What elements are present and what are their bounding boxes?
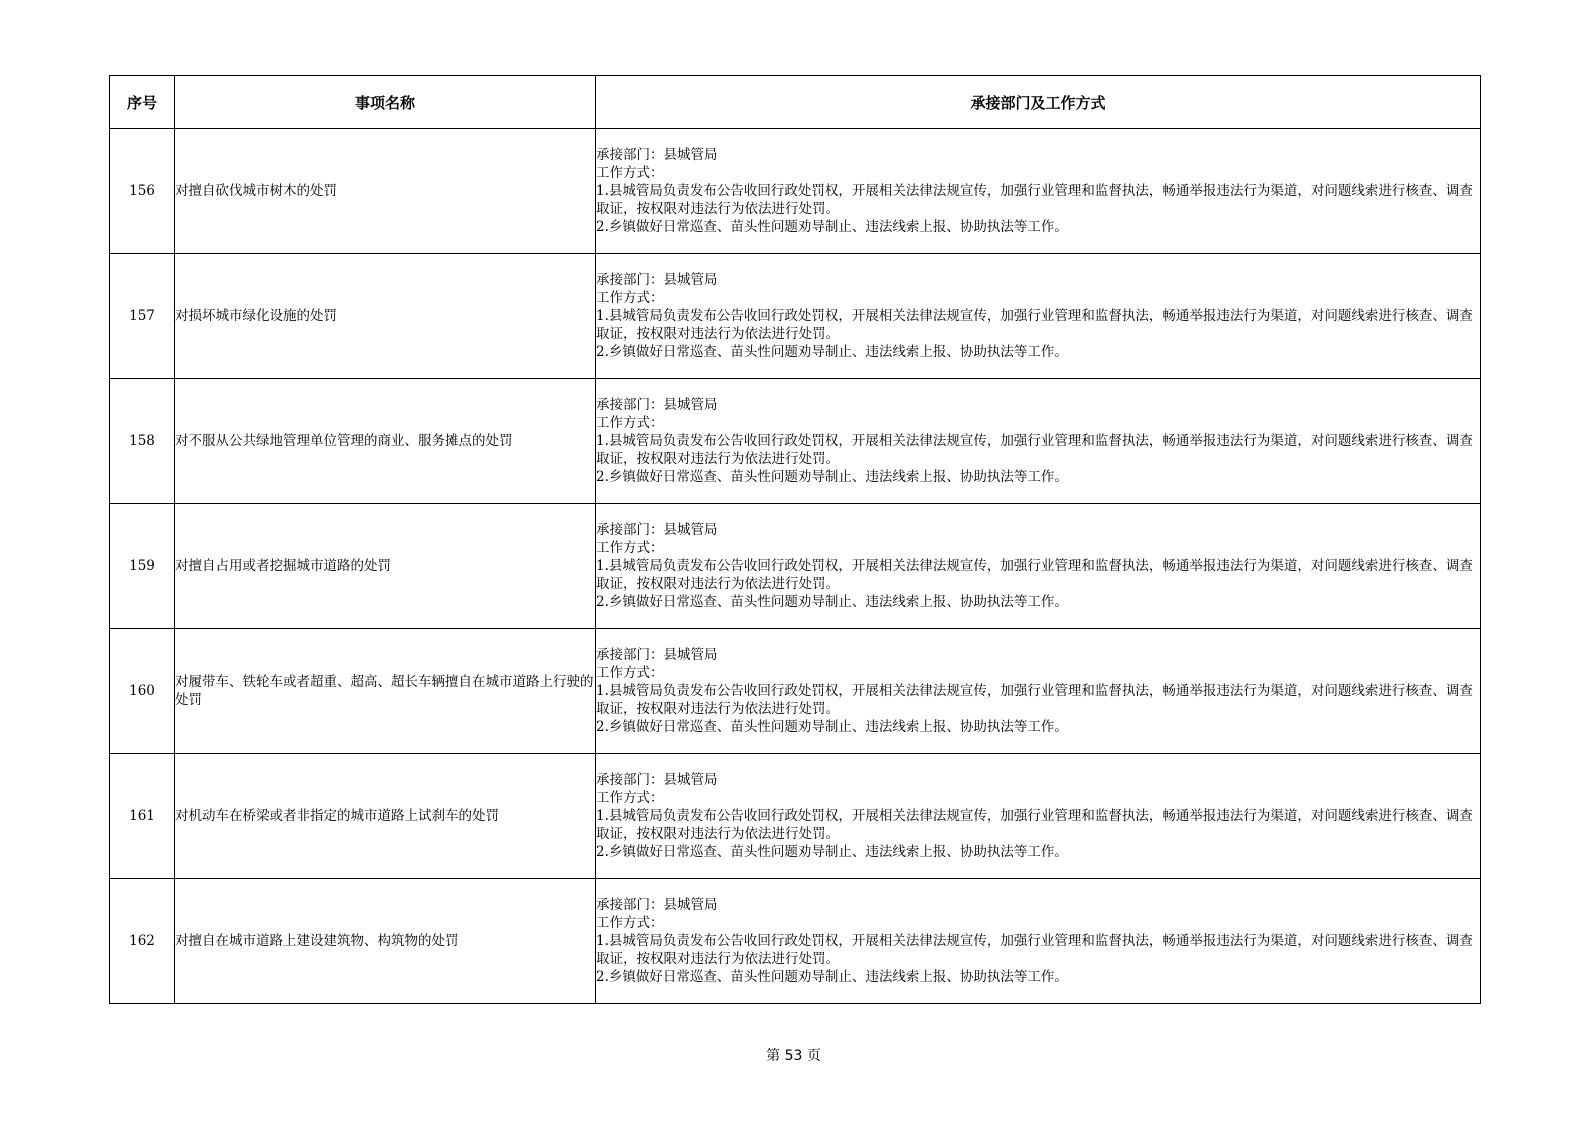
method-step-2: 2.乡镇做好日常巡查、苗头性问题劝导制止、违法线索上报、协助执法等工作。 [596, 344, 1068, 360]
row-number: 157 [110, 254, 175, 379]
row-number: 161 [110, 754, 175, 879]
header-item-name: 事项名称 [175, 76, 596, 129]
dept-line: 承接部门：县城管局 [596, 522, 718, 538]
dept-line: 承接部门：县城管局 [596, 897, 718, 913]
method-step-2: 2.乡镇做好日常巡查、苗头性问题劝导制止、违法线索上报、协助执法等工作。 [596, 969, 1068, 985]
dept-method-cell [596, 879, 1481, 1004]
method-step-1: 1.县城管局负责发布公告收回行政处罚权，开展相关法律法规宣传，加强行业管理和监督执法，畅通举报违法行为渠道，对问题线索进行核查、调查取证，按权限对违法行为依法进行处罚。 [596, 308, 1473, 342]
row-number: 156 [110, 129, 175, 254]
method-step-1: 1.县城管局负责发布公告收回行政处罚权，开展相关法律法规宣传，加强行业管理和监督执法，畅通举报违法行为渠道，对问题线索进行核查、调查取证，按权限对违法行为依法进行处罚。 [596, 933, 1473, 967]
table-row [110, 379, 1481, 504]
method-label-line: 工作方式： [596, 165, 664, 181]
dept-line: 承接部门：县城管局 [596, 272, 718, 288]
dept-method-cell [596, 129, 1481, 254]
header-index: 序号 [110, 76, 175, 129]
method-step-2: 2.乡镇做好日常巡查、苗头性问题劝导制止、违法线索上报、协助执法等工作。 [596, 469, 1068, 485]
method-label-line: 工作方式： [596, 790, 664, 806]
table-row [110, 504, 1481, 629]
header-dept-method: 承接部门及工作方式 [596, 76, 1481, 129]
document-table-container [109, 75, 1480, 1004]
method-step-1: 1.县城管局负责发布公告收回行政处罚权，开展相关法律法规宣传，加强行业管理和监督执法，畅通举报违法行为渠道，对问题线索进行核查、调查取证，按权限对违法行为依法进行处罚。 [596, 683, 1473, 717]
page-number: 第 53 页 [766, 1048, 821, 1064]
method-step-2: 2.乡镇做好日常巡查、苗头性问题劝导制止、违法线索上报、协助执法等工作。 [596, 219, 1068, 235]
method-label-line: 工作方式： [596, 290, 664, 306]
dept-method-cell [596, 754, 1481, 879]
item-name: 对机动车在桥梁或者非指定的城市道路上试刹车的处罚 [175, 754, 596, 879]
dept-method-cell [596, 254, 1481, 379]
item-name: 对擅自在城市道路上建设建筑物、构筑物的处罚 [175, 879, 596, 1004]
item-name: 对损坏城市绿化设施的处罚 [175, 254, 596, 379]
method-label-line: 工作方式： [596, 915, 664, 931]
row-number: 160 [110, 629, 175, 754]
dept-method-cell [596, 629, 1481, 754]
method-step-1: 1.县城管局负责发布公告收回行政处罚权，开展相关法律法规宣传，加强行业管理和监督执法，畅通举报违法行为渠道，对问题线索进行核查、调查取证，按权限对违法行为依法进行处罚。 [596, 808, 1473, 842]
method-step-2: 2.乡镇做好日常巡查、苗头性问题劝导制止、违法线索上报、协助执法等工作。 [596, 844, 1068, 860]
row-number: 158 [110, 379, 175, 504]
method-step-1: 1.县城管局负责发布公告收回行政处罚权，开展相关法律法规宣传，加强行业管理和监督执法，畅通举报违法行为渠道，对问题线索进行核查、调查取证，按权限对违法行为依法进行处罚。 [596, 558, 1473, 592]
item-name: 对履带车、铁轮车或者超重、超高、超长车辆擅自在城市道路上行驶的处罚 [175, 629, 596, 754]
table-header-row [110, 76, 1481, 129]
method-step-2: 2.乡镇做好日常巡查、苗头性问题劝导制止、违法线索上报、协助执法等工作。 [596, 594, 1068, 610]
dept-method-cell [596, 379, 1481, 504]
item-name: 对擅自占用或者挖掘城市道路的处罚 [175, 504, 596, 629]
method-label-line: 工作方式： [596, 665, 664, 681]
row-number: 162 [110, 879, 175, 1004]
dept-method-cell [596, 504, 1481, 629]
row-number: 159 [110, 504, 175, 629]
table-row [110, 254, 1481, 379]
item-name: 对擅自砍伐城市树木的处罚 [175, 129, 596, 254]
dept-line: 承接部门：县城管局 [596, 397, 718, 413]
table-row [110, 629, 1481, 754]
table-row [110, 129, 1481, 254]
dept-line: 承接部门：县城管局 [596, 147, 718, 163]
method-label-line: 工作方式： [596, 415, 664, 431]
item-table [109, 75, 1481, 1004]
table-row [110, 754, 1481, 879]
dept-line: 承接部门：县城管局 [596, 647, 718, 663]
method-step-1: 1.县城管局负责发布公告收回行政处罚权，开展相关法律法规宣传，加强行业管理和监督执法，畅通举报违法行为渠道，对问题线索进行核查、调查取证，按权限对违法行为依法进行处罚。 [596, 183, 1473, 217]
table-row [110, 879, 1481, 1004]
item-name: 对不服从公共绿地管理单位管理的商业、服务摊点的处罚 [175, 379, 596, 504]
method-step-1: 1.县城管局负责发布公告收回行政处罚权，开展相关法律法规宣传，加强行业管理和监督执法，畅通举报违法行为渠道，对问题线索进行核查、调查取证，按权限对违法行为依法进行处罚。 [596, 433, 1473, 467]
method-step-2: 2.乡镇做好日常巡查、苗头性问题劝导制止、违法线索上报、协助执法等工作。 [596, 719, 1068, 735]
dept-line: 承接部门：县城管局 [596, 772, 718, 788]
method-label-line: 工作方式： [596, 540, 664, 556]
